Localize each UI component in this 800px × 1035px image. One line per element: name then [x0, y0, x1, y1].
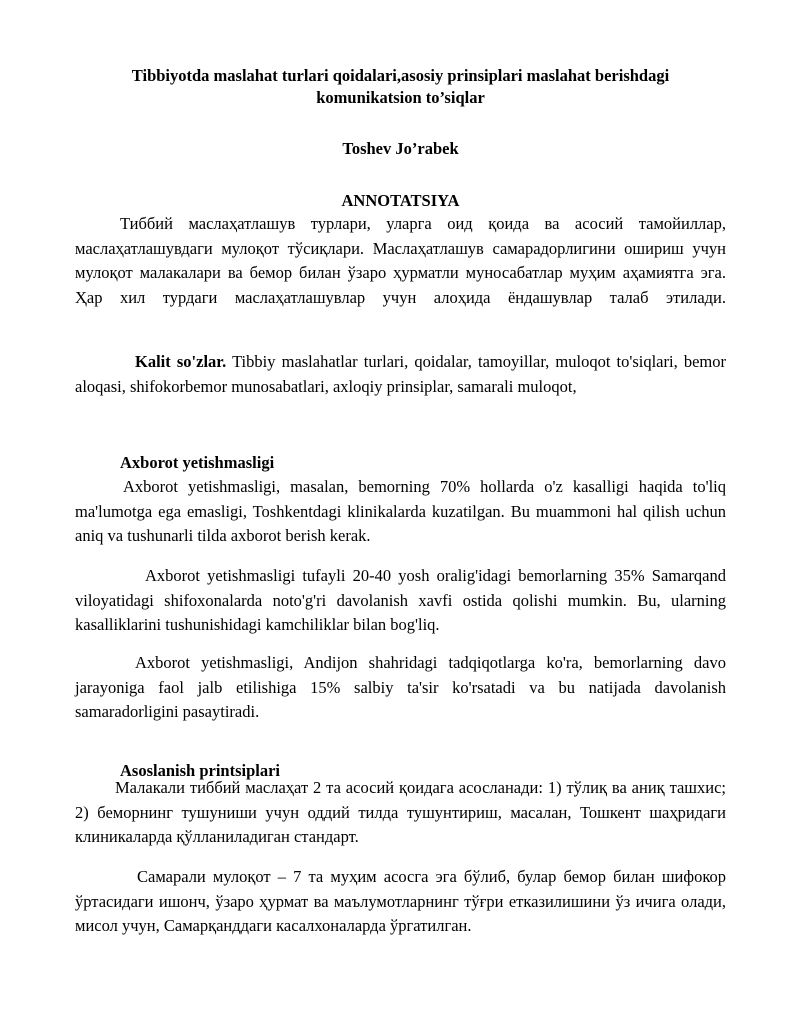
document-author: Toshev Jo’rabek: [342, 139, 459, 158]
annotation-paragraph: Тиббий маслаҳатлашув турлари, уларга оид қоида ва асосий тамойиллар, маслаҳатлашувдаги мулоқот тўсиқлари. Маслаҳатлашув самарадорлигини ошириш учун мулоқот малакалари ва бемор билан ўзаро ҳурматли муносабатлар муҳим аҳамиятга эга. Ҳар хил турдаги маслаҳатлашувлар учун алоҳида ёндашувлар талаб этилади.: [75, 214, 726, 307]
annotation-heading: ANNOTATSIYA: [341, 191, 460, 210]
keywords-text: Tibbiy maslahatlar turlari, qoidalar, tamoyillar, muloqot to'siqlari, bemor aloqasi, shifokorbemor munosabatlari, axloqiy prinsiplar, samarali muloqot,: [75, 352, 726, 396]
document-title: [75, 65, 726, 109]
section1-paragraph-3: Axborot yetishmasligi, Andijon shahridagi tadqiqotlarga ko'ra, bemorlarning davo jarayoniga faol jalb etilishiga 15% salbiy ta'sir ko'rsatadi va bu natijada davolanish samaradorligini pasaytiradi.: [75, 653, 726, 721]
keywords-paragraph: [75, 350, 726, 399]
section-heading-principles: Asoslanish printsiplari: [120, 761, 281, 780]
section1-paragraph-2: Axborot yetishmasligi tufayli 20-40 yosh oralig'idagi bemorlarning 35% Samarqand viloyatidagi shifoxonalarda noto'g'ri davolanish xavfi ostida qolishi mumkin. Bu, ularning kasalliklarini tushunishidagi kamchiliklar bilan bog'liq.: [75, 566, 726, 634]
section2-paragraph-1: Малакали тиббий маслаҳат 2 та асосий қоидага асосланади: 1) тўлиқ ва аниқ ташхис; 2) беморнинг тушуниши учун оддий тилда тушунтириш, масалан, Тошкент шаҳридаги клиникаларда қўлланиладиган стандарт.: [75, 778, 726, 846]
keywords-label: Kalit so'zlar.: [135, 352, 227, 371]
document-title-line-1: Tibbiyotda maslahat turlari qoidalari,asosiy prinsiplari maslahat berishdagi: [131, 66, 670, 85]
section-heading-information-shortage: Axborot yetishmasligi: [120, 453, 275, 472]
section1-paragraph-1: Axborot yetishmasligi, masalan, bemorning 70% hollarda o'z kasalligi haqida to'liq ma'lumotga ega emasligi, Toshkentdagi klinikalarda kuzatilgan. Bu muammoni hal qilish uchun aniq va tushunarli tilda axborot berish kerak.: [75, 477, 726, 545]
section2-paragraph-2: Самарали мулоқот – 7 та муҳим асосга эга бўлиб, булар бемор билан шифокор ўртасидаги ишонч, ўзаро ҳурмат ва маълумотларнинг тўғри етказилишини ўз ичига олади, мисол учун, Самарқанддаги касалхоналарда ўргатилган.: [75, 867, 726, 935]
document-title-line-2: komunikatsion to’siqlar: [316, 88, 485, 107]
